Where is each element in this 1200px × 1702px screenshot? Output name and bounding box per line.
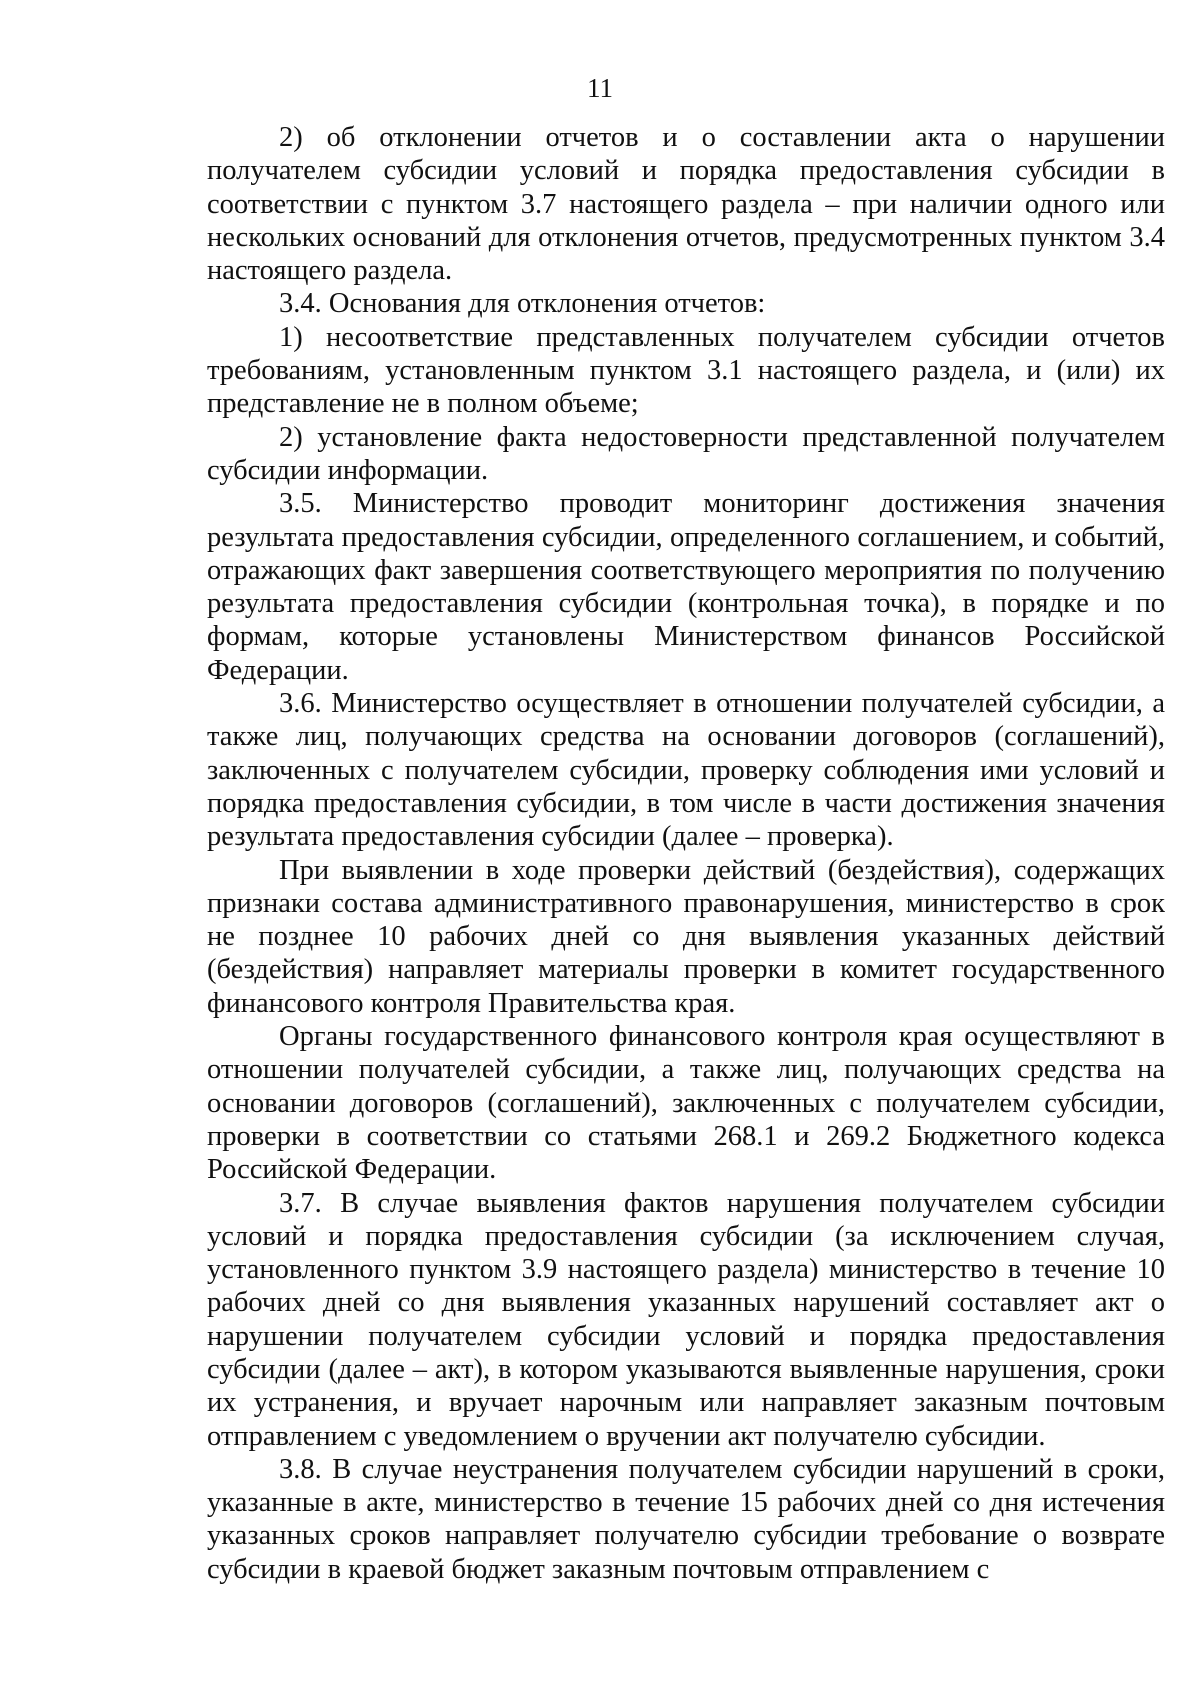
paragraph-reject-reports: 2) об отклонении отчетов и о составлении акта о нарушении получателем субсидии условий и порядка предоставления субсидии в соответствии с пунктом 3.7 настоящего раздела – при наличии одного или нескольких оснований для отклонения отчетов, предусмотренных пунктом 3.4 настоящего раздела.	[207, 122, 1165, 287]
paragraph-3-7: 3.7. В случае выявления фактов нарушения получателем субсидии условий и порядка предоставления субсидии (за исключением случая, установленного пунктом 3.9 настоящего раздела) министерство в течение 10 рабочих дней со дня выявления указанных нарушений составляет акт о нарушении получателем субсидии условий и порядка предоставления субсидии (далее – акт), в котором указываются выявленные нарушения, сроки их устранения, и вручает нарочным или направляет заказным почтовым отправлением с уведомлением о вручении акт получателю субсидии.	[207, 1187, 1165, 1452]
paragraph-3-5: 3.5. Министерство проводит мониторинг достижения значения результата предоставления субсидии, определенного соглашением, и событий, отражающих факт завершения соответствующего мероприятия по получению результата предоставления субсидии (контрольная точка), в порядке и по формам, которые установлены Министерством финансов Российской Федерации.	[207, 488, 1165, 686]
paragraph-3-8: 3.8. В случае неустранения получателем субсидии нарушений в сроки, указанные в акте, министерство в течение 15 рабочих дней со дня истечения указанных сроков направляет получателю субсидии требование о возврате субсидии в краевой бюджет заказным почтовым отправлением с	[207, 1453, 1165, 1585]
page-number: 11	[587, 73, 613, 103]
paragraph-3-6: 3.6. Министерство осуществляет в отношении получателей субсидии, а также лиц, получающих средства на основании договоров (соглашений), заключенных с получателем субсидии, проверку соблюдения ими условий и порядка предоставления субсидии, в том числе в части достижения значения результата предоставления субсидии (далее – проверка).	[207, 688, 1165, 853]
document-body	[207, 121, 1165, 1586]
paragraph-3-4-item-1: 1) несоответствие представленных получателем субсидии отчетов требованиям, установленным пунктом 3.1 настоящего раздела, и (или) их представление не в полном объеме;	[207, 321, 1165, 420]
paragraph-3-4-item-2: 2) установление факта недостоверности представленной получателем субсидии информации.	[207, 421, 1165, 486]
paragraph-violations-found: При выявлении в ходе проверки действий (бездействия), содержащих признаки состава административного правонарушения, министерство в срок не позднее 10 рабочих дней со дня выявления указанных действий (бездействия) направляет материалы проверки в комитет государственного финансового контроля Правительства края.	[207, 854, 1165, 1019]
paragraph-3-4-heading: 3.4. Основания для отклонения отчетов:	[279, 288, 766, 320]
paragraph-financial-control: Органы государственного финансового контроля края осуществляют в отношении получателей субсидии, а также лиц, получающих средства на основании договоров (соглашений), заключенных с получателем субсидии, проверки в соответствии со статьями 268.1 и 269.2 Бюджетного кодекса Российской Федерации.	[207, 1021, 1165, 1186]
